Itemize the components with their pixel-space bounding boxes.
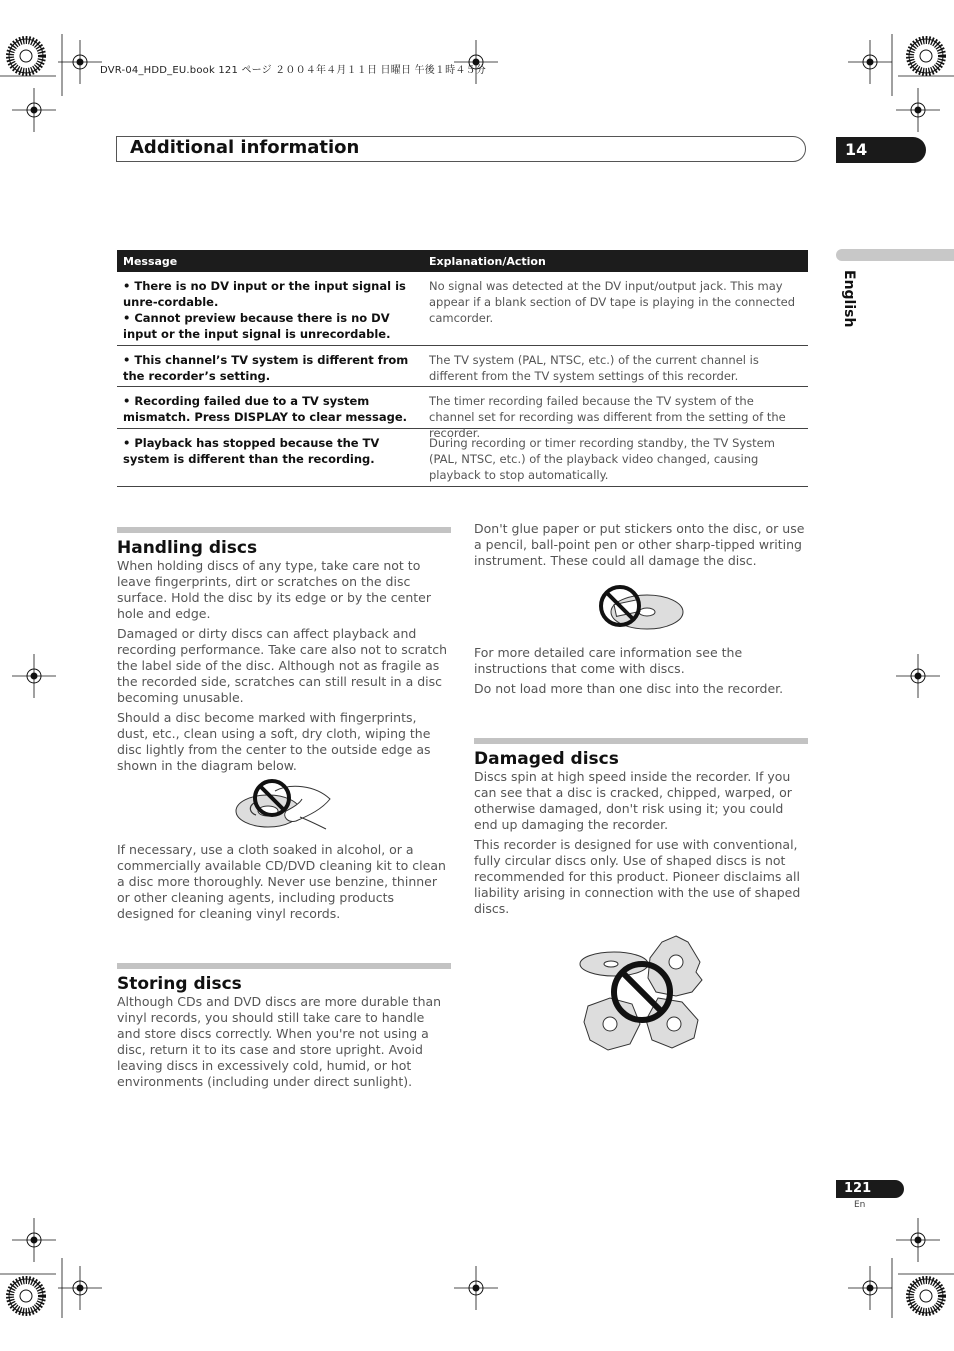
row-explanation: During recording or timer recording standby, the TV System (PAL, NTSC, etc.) of the playback video changed, causing playback to stop automatically.: [429, 436, 775, 482]
sticker-warning: [474, 521, 808, 573]
damaged-title: Damaged discs: [474, 749, 619, 769]
row-explanation: The TV system (PAL, NTSC, etc.) of the current channel is different from the TV system settings of this recorder.: [429, 353, 759, 383]
no-sticker-illustration: [595, 582, 687, 634]
handling-paragraph-4: If necessary, use a cloth soaked in alcohol, or a commercially available CD/DVD cleaning kit to clean a disc more thoroughly. Never use benzine, thinner or other cleaning agents, including products designed for cleaning vinyl records.: [117, 842, 446, 921]
table-row: [117, 346, 808, 387]
page-language: En: [854, 1200, 866, 1210]
damaged-section: [474, 738, 808, 921]
header-explanation: Explanation/Action: [429, 254, 546, 268]
row-message: [117, 389, 423, 428]
handling-paragraph-3: Should a disc become marked with fingerprints, dust, etc., clean using a soft, dry cloth, wiping the disc lightly from the center to the outside edge as shown in the diagram below.: [117, 710, 431, 773]
damaged-paragraph-1: Discs spin at high speed inside the recorder. If you can see that a disc is cracked, chipped, warped, or otherwise damaged, don't risk using it; you could end up damaging the recorder.: [474, 769, 792, 832]
storing-paragraph-1: Although CDs and DVD discs are more durable than vinyl records, you should still take care to handle and store discs correctly. When you're not using a disc, return it to its case and store upright. Avoid leaving discs in excessively cold, humid, or hot environments (including under direct sunlight).: [117, 994, 442, 1089]
table-row: [117, 429, 808, 487]
section-bar: [117, 963, 451, 969]
handling-paragraph-2: Damaged or dirty discs can affect playback and recording performance. Take care also not to scratch the label side of the disc. Although not as fragile as the recorded side, scratches can still result in a disc becoming unusable.: [117, 626, 448, 705]
damaged-paragraph-2: This recorder is designed for use with conventional, fully circular discs only. Use of shaped discs is not recommended for this product. Pioneer disclaims all liability arising in connection with the use of shaped discs.: [474, 837, 801, 916]
table-row: [117, 387, 808, 440]
file-header: DVR-04_HDD_EU.book 121 ページ ２００４年４月１１日 日曜日 午後１時４５分: [100, 65, 486, 76]
handling-section: [117, 527, 451, 778]
message-text: • Cannot preview because there is no DV input or the input signal is unrecordable.: [123, 311, 391, 341]
disc-cleaning-illustration: [230, 773, 340, 833]
right-paragraph-3: Do not load more than one disc into the recorder.: [474, 681, 784, 696]
header-message: Message: [123, 254, 178, 268]
page-number: 121: [836, 1180, 904, 1198]
row-message: [117, 348, 423, 386]
message-text: • Playback has stopped because the TV system is different than the recording.: [123, 436, 380, 466]
message-text: • There is no DV input or the input signal is unre-cordable.: [123, 279, 406, 309]
table-header: [117, 250, 808, 272]
handling-title: Handling discs: [117, 538, 258, 558]
row-message: [117, 274, 423, 345]
message-text: • This channel’s TV system is different from the recorder’s setting.: [123, 353, 409, 383]
row-explanation: No signal was detected at the DV input/output jack. This may appear if a blank section of DV tape is playing in the connected camcorder.: [429, 279, 795, 325]
chapter-title: Additional information: [130, 137, 360, 158]
message-table: [117, 250, 808, 487]
language-label: English: [841, 270, 857, 328]
section-bar: [117, 527, 451, 533]
care-info: [474, 645, 808, 701]
storing-title: Storing discs: [117, 974, 242, 994]
chapter-number: 14: [836, 137, 926, 163]
row-message: [117, 431, 423, 486]
message-text: • Recording failed due to a TV system mismatch. Press DISPLAY to clear message.: [123, 394, 408, 424]
handling-continued: [117, 842, 451, 926]
row-explanation: The timer recording failed because the TV system of the channel set for recording was different from the setting of the recorder.: [429, 394, 786, 440]
language-tab: [836, 249, 954, 261]
handling-paragraph-1: When holding discs of any type, take care not to leave fingerprints, dirt or scratches on the disc surface. Hold the disc by its edge or by the center hole and edge.: [117, 558, 431, 621]
right-paragraph-1: Don't glue paper or put stickers onto the disc, or use a pencil, ball-point pen or other sharp-tipped writing instrument. These could all damage the disc.: [474, 521, 805, 568]
storing-section: [117, 963, 451, 1094]
table-row: [117, 272, 808, 346]
section-bar: [474, 738, 808, 744]
right-paragraph-2: For more detailed care information see the instructions that come with discs.: [474, 645, 743, 676]
damaged-discs-illustration: [576, 932, 706, 1054]
